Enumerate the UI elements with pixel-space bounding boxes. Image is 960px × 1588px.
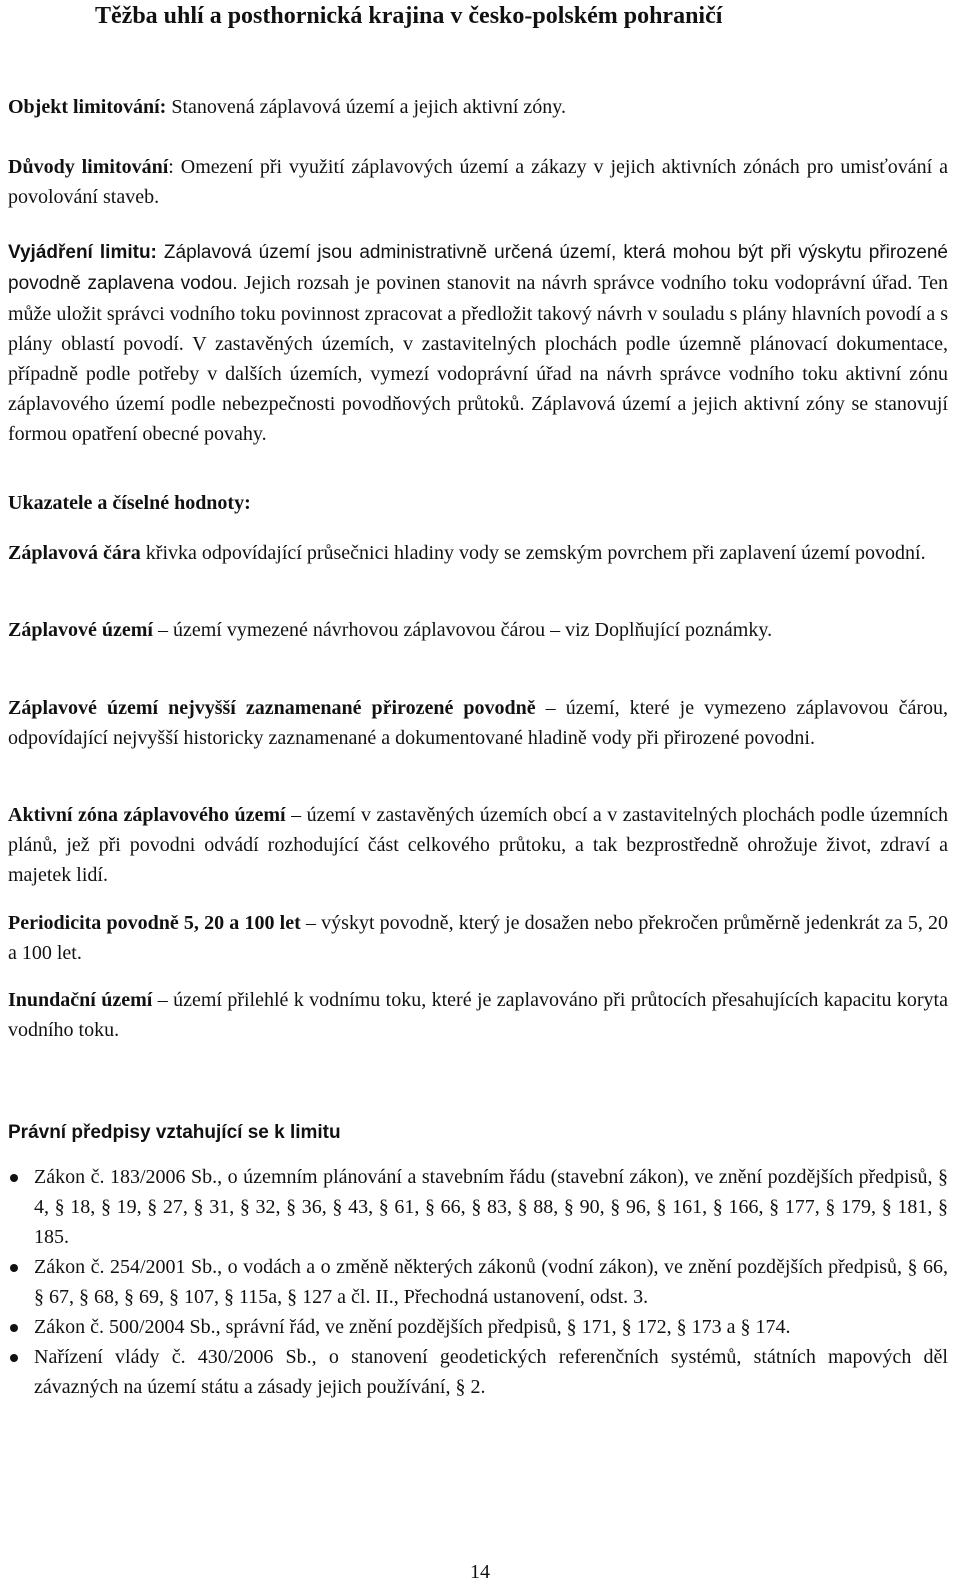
bullet-icon <box>10 1264 18 1272</box>
object-paragraph <box>8 92 948 122</box>
definition-term: Periodicita povodně 5, 20 a 100 let <box>8 912 301 934</box>
law-item <box>0 1162 948 1252</box>
definition-term: Záplavové území <box>8 619 153 641</box>
law-item <box>0 1342 948 1402</box>
definition-active-zone <box>8 800 948 890</box>
definition-text: – území vymezené návrhovou záplavovou čárou – viz Doplňující poznámky. <box>153 619 773 641</box>
definition-term: Záplavové území nejvyšší zaznamenané přirozené povodně <box>8 697 536 719</box>
definition-term: Aktivní zóna záplavového území <box>8 804 286 826</box>
law-list <box>0 1162 948 1402</box>
reasons-paragraph <box>8 152 948 212</box>
expression-text-2: Ten může uložit správci vodního toku povinnost zpracovat a předložit takový návrh v souladu s plány hlavních povodí a s plány oblastí povodí. <box>8 272 948 355</box>
definition-flood-line <box>8 538 948 568</box>
definition-periodicity <box>8 908 948 968</box>
expression-paragraph <box>8 237 948 449</box>
legal-heading: Právní předpisy vztahující se k limitu <box>8 1122 341 1143</box>
definition-text: – území, které je vymezeno záplavovou čárou, odpovídající nejvyšší historicky zaznamenané a dokumentované hladině vody při přirozené povodni. <box>8 697 949 749</box>
definition-term: Inundační území <box>8 989 153 1011</box>
bullet-icon <box>10 1324 18 1332</box>
definition-inundation <box>8 985 948 1045</box>
object-text: Stanovená záplavová území a jejich aktivní zóny. <box>166 96 567 118</box>
expression-text-sans: Záplavová území jsou administrativně určená území, která mohou být při výskytu přirozené povodně zaplavena vodou. <box>8 242 948 294</box>
definition-flood-area <box>8 615 948 645</box>
definition-text: – výskyt povodně, který je dosažen nebo překročen průměrně jedenkrát za 5, 20 a 100 let. <box>8 912 949 964</box>
reasons-text: : Omezení při využití záplavových území a zákazy v jejich aktivních zónách pro umisťování a povolování staveb. <box>8 156 949 208</box>
expression-text-1: Jejich rozsah je povinen stanovit na návrh správce vodního toku vodoprávní úřad. <box>237 272 913 294</box>
definition-text: – území přilehlé k vodnímu toku, které je zaplavováno při průtocích přesahujících kapacitu koryta vodního toku. <box>8 989 948 1041</box>
expression-label: Vyjádření limitu: <box>8 242 157 263</box>
definition-text: křivka odpovídající průsečnici hladiny vody se zemským povrchem při zaplavení území povodní. <box>140 542 926 564</box>
law-item <box>0 1312 948 1342</box>
bullet-icon <box>10 1354 18 1362</box>
definition-text: – území v zastavěných územích obcí a v zastavitelných plochách podle územních plánů, jež při povodni odvádí rozhodující část celkového průtoku, a tak bezprostředně ohrožuje život, zdraví a majetek lidí. <box>8 804 948 886</box>
definition-term: Záplavová čára <box>8 542 141 564</box>
expression-text-3: V zastavěných územích, v zastavitelných plochách podle územně plánovací dokumentace, případně podle potřeby v dalších územích, vymezí vodoprávní úřad na návrh správce vodního toku aktivní zónu záplavového území podle nebezpečnosti povodňových průtoků. Záplavová území a jejich aktivní zóny se stanovují formou opatření obecné povahy. <box>8 333 948 445</box>
law-text: Zákon č. 500/2004 Sb., správní řád, ve znění pozdějších předpisů, § 171, § 172, § 173 a § 174. <box>34 1316 791 1338</box>
object-label: Objekt limitování: <box>8 96 167 118</box>
bullet-icon <box>10 1174 18 1182</box>
law-item <box>0 1252 948 1312</box>
definition-highest-flood <box>8 693 948 753</box>
page-number: 14 <box>470 1561 490 1583</box>
law-text: Nařízení vlády č. 430/2006 Sb., o stanovení geodetických referenčních systémů, státních mapových děl závazných na území státu a zásady jejich používání, § 2. <box>34 1346 948 1398</box>
reasons-label: Důvody limitování <box>8 156 169 178</box>
document-title: Těžba uhlí a posthornická krajina v česko-polském pohraničí <box>95 3 723 29</box>
law-text: Zákon č. 183/2006 Sb., o územním plánování a stavebním řádu (stavební zákon), ve znění pozdějších předpisů, § 4, § 18, § 19, § 27, § 31, § 32, § 36, § 43, § 61, § 66, § 83, § 88, § 90, § 96, § 161, § 166, § 177, § 179, § 181, § 185. <box>34 1166 948 1248</box>
law-text: Zákon č. 254/2001 Sb., o vodách a o změně některých zákonů (vodní zákon), ve znění pozdějších předpisů, § 66, § 67, § 68, § 69, § 107, § 115a, § 127 a čl. II., Přechodná ustanovení, odst. 3. <box>34 1256 948 1308</box>
indicators-heading: Ukazatele a číselné hodnoty: <box>8 492 251 514</box>
